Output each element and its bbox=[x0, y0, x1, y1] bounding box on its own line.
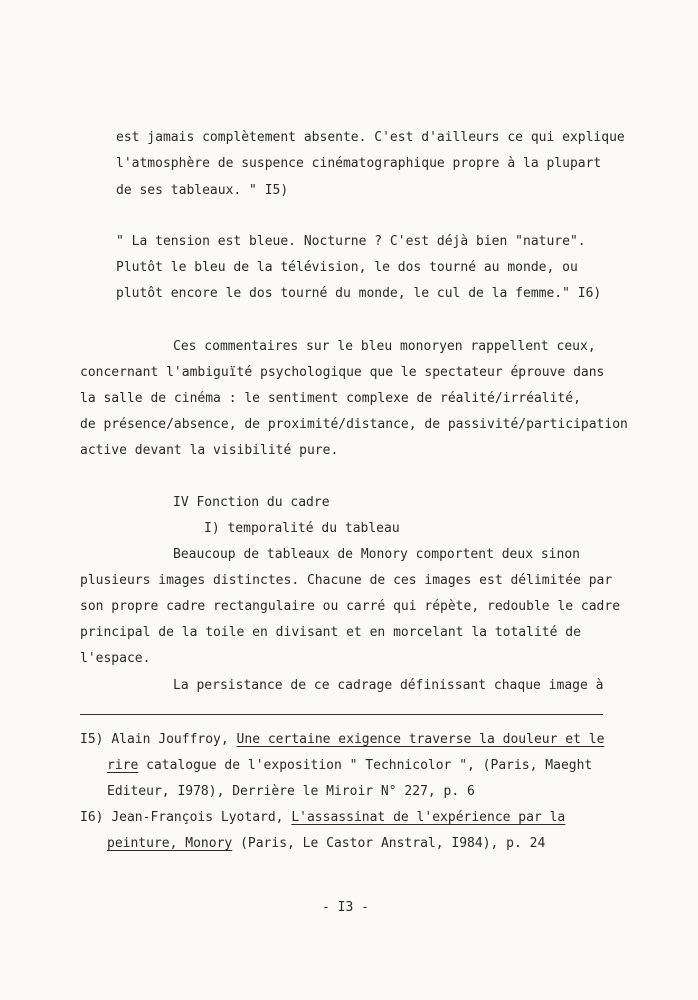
footnote-title: L'assassinat de l'expérience par la bbox=[291, 810, 566, 825]
body-line: est jamais complètement absente. C'est d'ailleurs ce qui explique bbox=[116, 130, 625, 145]
quote-line: Plutôt le bleu de la télévision, le dos tourné au monde, ou bbox=[116, 260, 578, 275]
page-number: - I3 - bbox=[322, 900, 369, 915]
footnote-title: rire bbox=[107, 758, 139, 773]
body-line: son propre cadre rectangulaire ou carré qui répète, redouble le cadre bbox=[80, 599, 621, 614]
body-line: La persistance de ce cadrage définissant chaque image à bbox=[173, 678, 604, 693]
footnote-15 bbox=[80, 731, 604, 749]
footnote-title: peinture, Monory bbox=[107, 836, 233, 851]
footnote-author: Alain Jouffroy, bbox=[111, 732, 229, 747]
footnote-separator bbox=[80, 714, 603, 715]
body-line: Ces commentaires sur le bleu monoryen rappellent ceux, bbox=[173, 339, 596, 354]
section-heading: IV Fonction du cadre bbox=[173, 495, 330, 510]
footnote-author: Jean-François Lyotard, bbox=[111, 810, 284, 825]
body-line: la salle de cinéma : le sentiment complexe de réalité/irréalité, bbox=[80, 391, 581, 406]
body-line: l'atmosphère de suspence cinématographique propre à la plupart bbox=[116, 156, 602, 171]
quote-line: " La tension est bleue. Nocturne ? C'est déjà bien "nature". bbox=[116, 234, 586, 249]
body-line: de présence/absence, de proximité/distance, de passivité/participation bbox=[80, 417, 628, 432]
body-line: principal de la toile en divisant et en morcelant la totalité de bbox=[80, 625, 581, 640]
subsection-heading: I) temporalité du tableau bbox=[204, 521, 400, 536]
footnote-number: I6) bbox=[80, 810, 104, 825]
body-line: l'espace. bbox=[80, 651, 151, 666]
footnote-number: I5) bbox=[80, 732, 104, 747]
footnote-text: catalogue de l'exposition " Technicolor ", (Paris, Maeght bbox=[146, 758, 593, 773]
footnote-text: (Paris, Le Castor Anstral, I984), p. 24 bbox=[240, 836, 546, 851]
footnote-15-line3: Editeur, I978), Derrière le Miroir N° 227, p. 6 bbox=[107, 784, 475, 799]
footnote-15-line2 bbox=[107, 757, 592, 775]
body-line: de ses tableaux. " I5) bbox=[116, 183, 289, 198]
body-line: active devant la visibilité pure. bbox=[80, 443, 339, 458]
footnote-title: Une certaine exigence traverse la douleur et le bbox=[236, 732, 605, 747]
footnote-16-line2 bbox=[107, 835, 545, 853]
body-line: plusieurs images distinctes. Chacune de ces images est délimitée par bbox=[80, 573, 613, 588]
body-line: concernant l'ambiguïté psychologique que le spectateur éprouve dans bbox=[80, 365, 605, 380]
body-line: Beaucoup de tableaux de Monory comportent deux sinon bbox=[173, 547, 580, 562]
footnote-16 bbox=[80, 809, 565, 827]
quote-line: plutôt encore le dos tourné du monde, le cul de la femme." I6) bbox=[116, 286, 602, 301]
